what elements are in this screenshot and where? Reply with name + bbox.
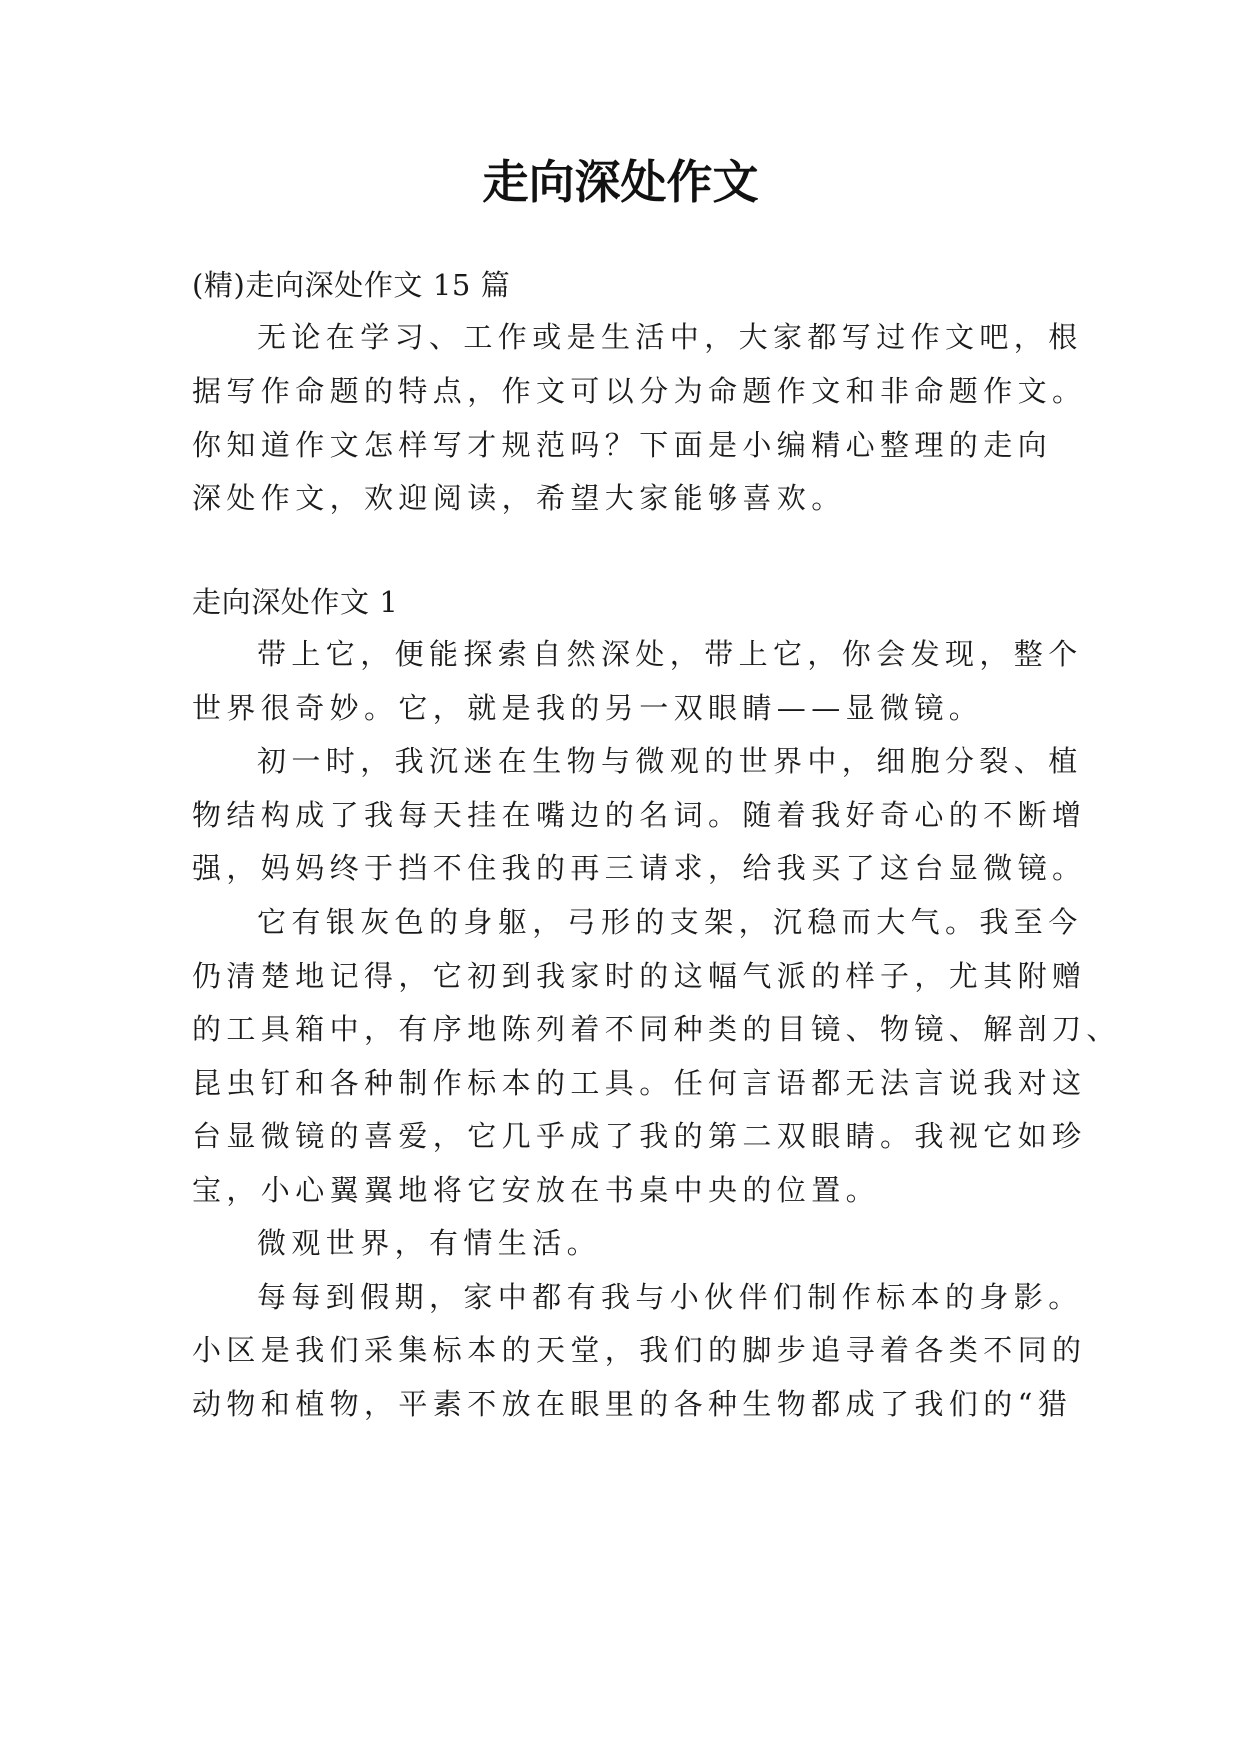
document-title: 走向深处作文	[482, 155, 759, 209]
paragraph-line: 据写作命题的特点，作文可以分为命题作文和非命题作文。	[192, 374, 1087, 408]
paragraph-line: 昆虫钉和各种制作标本的工具。任何言语都无法言说我对这	[192, 1066, 1087, 1100]
paragraph-line: 带上它，便能探索自然深处，带上它，你会发现，整个	[257, 637, 1083, 671]
paragraph-line: 无论在学习、工作或是生活中，大家都写过作文吧，根	[257, 320, 1083, 354]
paragraph-line: 小区是我们采集标本的天堂，我们的脚步追寻着各类不同的	[192, 1333, 1087, 1367]
section-heading: 走向深处作文 1	[192, 585, 399, 619]
paragraph-line: 宝，小心翼翼地将它安放在书桌中央的位置。	[192, 1173, 881, 1207]
paragraph-line: 深处作文，欢迎阅读，希望大家能够喜欢。	[192, 481, 846, 515]
paragraph-line: 它有银灰色的身躯，弓形的支架，沉稳而大气。我至今	[257, 905, 1083, 939]
paragraph-line: 仍清楚地记得，它初到我家时的这幅气派的样子，尤其附赠	[192, 959, 1087, 993]
document-subtitle: (精)走向深处作文 15 篇	[192, 268, 511, 302]
paragraph-line: 微观世界，有情生活。	[257, 1226, 602, 1260]
paragraph-line: 的工具箱中，有序地陈列着不同种类的目镜、物镜、解剖刀、	[192, 1012, 1121, 1046]
paragraph-line: 每每到假期，家中都有我与小伙伴们制作标本的身影。	[257, 1280, 1083, 1314]
paragraph-line: 动物和植物，平素不放在眼里的各种生物都成了我们的“猎	[192, 1387, 1073, 1421]
paragraph-line: 初一时，我沉迷在生物与微观的世界中，细胞分裂、植	[257, 744, 1083, 778]
paragraph-line: 世界很奇妙。它，就是我的另一双眼睛——显微镜。	[192, 691, 984, 725]
paragraph-line: 物结构成了我每天挂在嘴边的名词。随着我好奇心的不断增	[192, 798, 1087, 832]
paragraph-line: 强，妈妈终于挡不住我的再三请求，给我买了这台显微镜。	[192, 851, 1087, 885]
paragraph-line: 台显微镜的喜爱，它几乎成了我的第二双眼睛。我视它如珍	[192, 1119, 1087, 1153]
paragraph-line: 你知道作文怎样写才规范吗？下面是小编精心整理的走向	[192, 428, 1053, 462]
